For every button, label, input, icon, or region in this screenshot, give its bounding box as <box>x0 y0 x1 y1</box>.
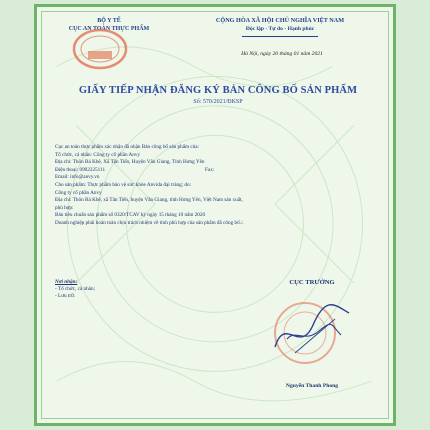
recipient-item: - Lưu trữ. <box>55 293 76 299</box>
intro-line: Cục an toàn thực phẩm xác nhận đã nhận Bản công bố sản phẩm của: <box>55 144 199 150</box>
email-line: Email: info@anvy.vn <box>55 174 100 181</box>
address-line: Địa chỉ: Thôn Bá Khê, Xã Tân Tiến, Huyện Văn Giang, Tỉnh Hưng Yên <box>55 159 205 166</box>
ministry-name: BỘ Y TẾ <box>97 18 121 24</box>
motto-underline <box>242 36 318 37</box>
signer-name: Nguyễn Thanh Phong <box>285 383 339 389</box>
standard-line: Bản tiêu chuẩn sản phẩm số 0320/TCAV ký ngày 15 tháng 10 năm 2020 <box>55 212 206 219</box>
document-title: GIẤY TIẾP NHẬN ĐĂNG KÝ BẢN CÔNG BỐ SẢN PHẨM <box>78 85 358 96</box>
recipients-block <box>55 279 175 300</box>
document-number: Số: 570/2021/ĐKSP <box>193 99 243 105</box>
signer-role: CỤC TRƯỞNG <box>289 279 335 286</box>
signature-stamp-icon <box>265 295 355 369</box>
recipient-item: - Tổ chức, cá nhân; <box>55 286 96 292</box>
org-line: Tổ chức, cá nhân: Công ty cổ phần Anvy <box>55 151 141 158</box>
contact-row <box>55 167 373 175</box>
official-seal-icon <box>71 27 129 71</box>
agency-name: CỤC AN TOÀN THỰC PHẨM <box>68 26 150 32</box>
product-line: Cho sản phẩm: Thực phẩm bảo vệ sức khỏe Anvida đại tràng; do: <box>55 181 192 188</box>
responsibility-line: Doanh nghiệp phải hoàn toàn chịu trách nhiệm về tính phù hợp của sản phẩm đã công bố./. <box>55 219 244 226</box>
issue-date: Hà Nội, ngày 20 tháng 01 năm 2021 <box>241 51 323 57</box>
fax-line: Fax: <box>205 166 215 173</box>
phone-line: Điện thoại: 0902225111 <box>55 166 106 173</box>
fit-line: phù hợp: <box>55 204 74 211</box>
document-body <box>55 144 373 228</box>
maker-line: Công ty cổ phần Anvy <box>55 189 102 196</box>
national-motto: Độc lập - Tự do - Hạnh phúc <box>245 26 315 32</box>
maker-address-line: Địa chỉ: Thôn Bá Khê, xã Tân Tiến, huyện Văn Giang, tỉnh Hưng Yên, Việt Nam sản xuất, <box>55 197 243 204</box>
recipients-heading: Nơi nhận: <box>55 279 78 285</box>
country-name: CỘNG HÒA XÃ HỘI CHỦ NGHĨA VIỆT NAM <box>215 17 345 24</box>
header-right <box>165 17 395 33</box>
certificate-frame <box>34 4 396 426</box>
